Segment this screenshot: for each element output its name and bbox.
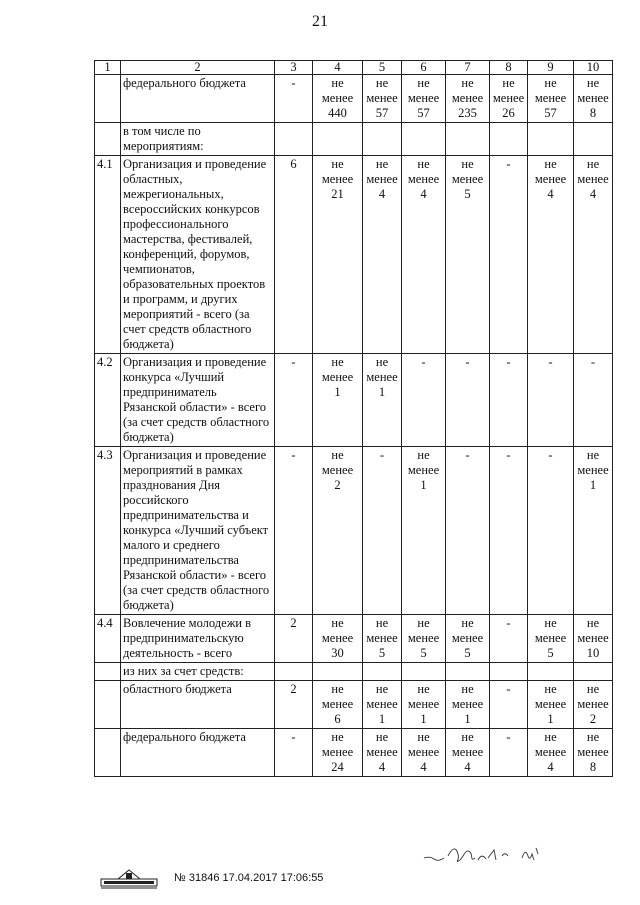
row-number bbox=[95, 123, 121, 156]
registration-stamp-text: № 31846 17.04.2017 17:06:55 bbox=[174, 872, 324, 884]
value-cell: не менее 4 bbox=[528, 729, 574, 777]
value-cell: не менее 1 bbox=[363, 681, 402, 729]
row-number bbox=[95, 729, 121, 777]
value-cell: не менее 1 bbox=[313, 354, 363, 447]
column-number-header: 2 bbox=[121, 61, 275, 75]
value-cell: - bbox=[446, 354, 490, 447]
value-cell: не менее 6 bbox=[313, 681, 363, 729]
value-cell: - bbox=[363, 447, 402, 615]
value-cell bbox=[574, 663, 613, 681]
registration-footer bbox=[100, 866, 323, 890]
value-cell bbox=[402, 123, 446, 156]
value-cell bbox=[574, 123, 613, 156]
indicators-table bbox=[94, 60, 613, 777]
table-row bbox=[95, 447, 613, 615]
value-cell: 6 bbox=[275, 156, 313, 354]
column-number-header: 10 bbox=[574, 61, 613, 75]
column-number-header: 6 bbox=[402, 61, 446, 75]
value-cell: не менее 57 bbox=[402, 75, 446, 123]
value-cell: - bbox=[275, 729, 313, 777]
value-cell: - bbox=[446, 447, 490, 615]
table-row bbox=[95, 123, 613, 156]
value-cell: не менее 4 bbox=[446, 729, 490, 777]
value-cell: не менее 57 bbox=[528, 75, 574, 123]
value-cell: 2 bbox=[275, 615, 313, 663]
value-cell bbox=[446, 123, 490, 156]
row-number: 4.3 bbox=[95, 447, 121, 615]
value-cell: не менее 21 bbox=[313, 156, 363, 354]
value-cell bbox=[275, 663, 313, 681]
value-cell: - bbox=[275, 354, 313, 447]
column-number-header: 1 bbox=[95, 61, 121, 75]
value-cell: не менее 26 bbox=[490, 75, 528, 123]
value-cell: не менее 5 bbox=[446, 615, 490, 663]
table-row bbox=[95, 75, 613, 123]
value-cell: не менее 440 bbox=[313, 75, 363, 123]
table-row bbox=[95, 615, 613, 663]
value-cell: не менее 4 bbox=[363, 729, 402, 777]
indicator-name: Организация и проведение мероприятий в рамках празднования Дня российского предпринимательства и конкурса «Лучший субъект малого и среднего предпринимательства Рязанской области» - всего (за счет средств областного бюджета) bbox=[121, 447, 275, 615]
value-cell: - bbox=[275, 75, 313, 123]
value-cell bbox=[313, 663, 363, 681]
table-row bbox=[95, 729, 613, 777]
page-number: 21 bbox=[312, 13, 328, 30]
value-cell: не менее 57 bbox=[363, 75, 402, 123]
value-cell: - bbox=[490, 156, 528, 354]
value-cell: не менее 5 bbox=[402, 615, 446, 663]
row-number bbox=[95, 75, 121, 123]
value-cell: - bbox=[402, 354, 446, 447]
value-cell: не менее 8 bbox=[574, 75, 613, 123]
value-cell bbox=[490, 123, 528, 156]
value-cell: не менее 4 bbox=[402, 729, 446, 777]
row-number: 4.4 bbox=[95, 615, 121, 663]
value-cell: не менее 8 bbox=[574, 729, 613, 777]
value-cell bbox=[363, 123, 402, 156]
table-row bbox=[95, 156, 613, 354]
value-cell bbox=[275, 123, 313, 156]
value-cell: не менее 4 bbox=[574, 156, 613, 354]
value-cell: не менее 5 bbox=[528, 615, 574, 663]
value-cell: - bbox=[490, 447, 528, 615]
value-cell: не менее 5 bbox=[446, 156, 490, 354]
value-cell: не менее 1 bbox=[446, 681, 490, 729]
value-cell: не менее 1 bbox=[363, 354, 402, 447]
column-number-header: 3 bbox=[275, 61, 313, 75]
value-cell bbox=[313, 123, 363, 156]
row-number bbox=[95, 663, 121, 681]
value-cell: не менее 4 bbox=[402, 156, 446, 354]
value-cell: не менее 1 bbox=[402, 447, 446, 615]
value-cell: - bbox=[528, 354, 574, 447]
column-number-header: 9 bbox=[528, 61, 574, 75]
value-cell bbox=[402, 663, 446, 681]
table-row bbox=[95, 354, 613, 447]
value-cell bbox=[528, 663, 574, 681]
value-cell bbox=[490, 663, 528, 681]
row-number: 4.2 bbox=[95, 354, 121, 447]
value-cell: не менее 2 bbox=[313, 447, 363, 615]
registry-building-logo bbox=[100, 867, 158, 889]
value-cell: - bbox=[490, 615, 528, 663]
value-cell: не менее 24 bbox=[313, 729, 363, 777]
table-header-row bbox=[95, 61, 613, 75]
value-cell bbox=[446, 663, 490, 681]
value-cell: не менее 10 bbox=[574, 615, 613, 663]
indicator-name: Организация и проведение конкурса «Лучший предприниматель Рязанской области» - всего (за счет средств областного бюджета) bbox=[121, 354, 275, 447]
indicator-name: Организация и проведение областных, межрегиональных, всероссийских конкурсов профессионального мастерства, фестивалей, конференций, форумов, чемпионатов, образовательных проектов и программ, и других мероприятий - всего (за счет средств областного бюджета) bbox=[121, 156, 275, 354]
value-cell: 2 bbox=[275, 681, 313, 729]
value-cell: - bbox=[574, 354, 613, 447]
value-cell: не менее 30 bbox=[313, 615, 363, 663]
value-cell: не менее 4 bbox=[528, 156, 574, 354]
column-number-header: 8 bbox=[490, 61, 528, 75]
row-number: 4.1 bbox=[95, 156, 121, 354]
value-cell: - bbox=[490, 681, 528, 729]
column-number-header: 5 bbox=[363, 61, 402, 75]
value-cell: не менее 5 bbox=[363, 615, 402, 663]
value-cell: - bbox=[528, 447, 574, 615]
value-cell: не менее 1 bbox=[528, 681, 574, 729]
indicator-name: федерального бюджета bbox=[121, 729, 275, 777]
indicator-name: из них за счет средств: bbox=[121, 663, 275, 681]
column-number-header: 4 bbox=[313, 61, 363, 75]
indicator-name: в том числе по мероприятиям: bbox=[121, 123, 275, 156]
value-cell: - bbox=[490, 354, 528, 447]
table-row bbox=[95, 681, 613, 729]
value-cell bbox=[528, 123, 574, 156]
value-cell: - bbox=[490, 729, 528, 777]
value-cell: не менее 235 bbox=[446, 75, 490, 123]
indicator-name: федерального бюджета bbox=[121, 75, 275, 123]
value-cell bbox=[363, 663, 402, 681]
table-row bbox=[95, 663, 613, 681]
indicator-name: Вовлечение молодежи в предпринимательскую деятельность - всего bbox=[121, 615, 275, 663]
value-cell: - bbox=[275, 447, 313, 615]
value-cell: не менее 1 bbox=[574, 447, 613, 615]
value-cell: не менее 2 bbox=[574, 681, 613, 729]
handwritten-signature bbox=[418, 838, 558, 868]
column-number-header: 7 bbox=[446, 61, 490, 75]
row-number bbox=[95, 681, 121, 729]
indicator-name: областного бюджета bbox=[121, 681, 275, 729]
value-cell: не менее 4 bbox=[363, 156, 402, 354]
value-cell: не менее 1 bbox=[402, 681, 446, 729]
